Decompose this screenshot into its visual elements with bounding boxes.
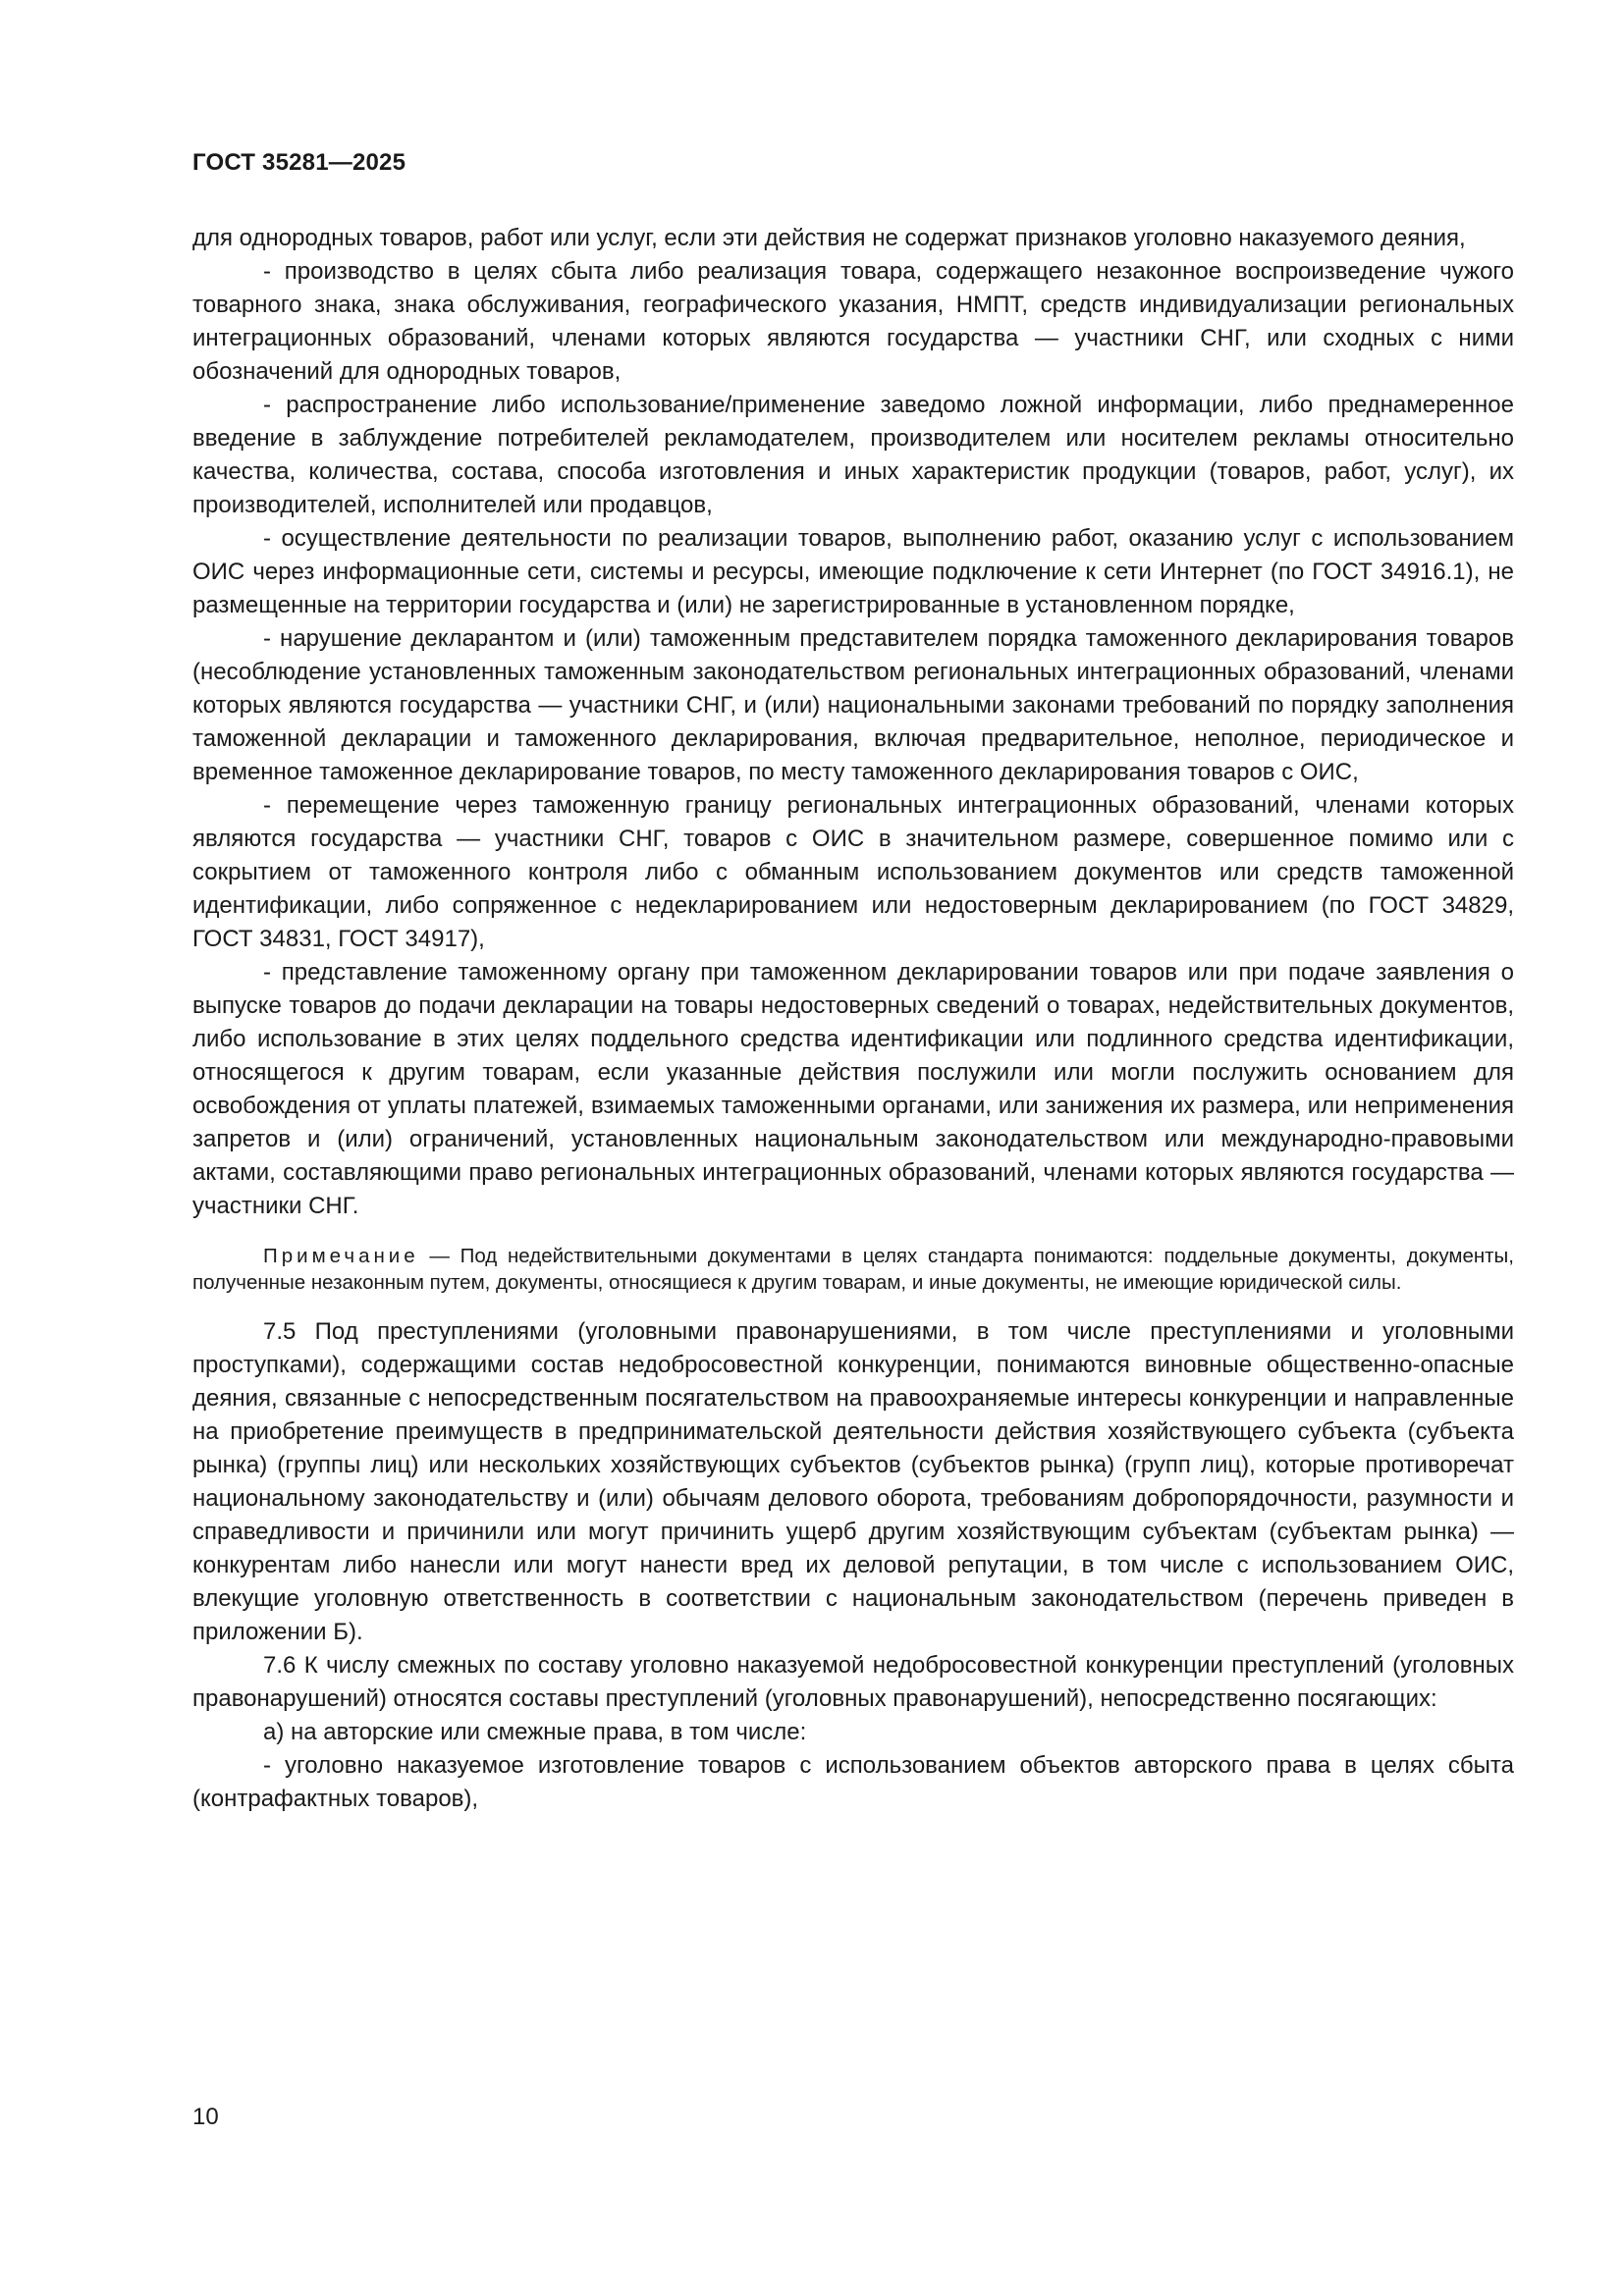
section-7-6: 7.6 К числу смежных по составу уголовно наказуемой недобросовестной конкуренции преступлений (уголовных правонарушений) относятся составы преступлений (уголовных правонарушений), непосредственно посягающих:: [192, 1652, 1514, 1712]
note: [192, 1243, 1514, 1296]
list-item-false-information: - распространение либо использование/применение заведомо ложной информации, либо преднамеренное введение в заблуждение потребителей рекламодателем, производителем или носителем рекламы относительно качества, количества, состава, способа изготовления и иных характеристик продукции (товаров, работ, услуг), их производителей, исполнителей или продавцов,: [192, 392, 1514, 518]
note-text: — Под недействительными документами в целях стандарта понимаются: поддельные документы, документы, полученные незаконным путем, документы, относящиеся к другим товарам, и иные документы, не имеющие юридической силы.: [192, 1245, 1514, 1294]
document-header: ГОСТ 35281—2025: [192, 149, 406, 176]
list-item-border-movement: - перемещение через таможенную границу региональных интеграционных образований, членами которых являются государства — участники СНГ, товаров с ОИС в значительном размере, совершенное помимо или с сокрытием от таможенного контроля либо с обманным использованием документов или средств таможенной идентификации, либо сопряженное с недекларированием или недостоверным декларированием (по ГОСТ 34829, ГОСТ 34831, ГОСТ 34917),: [192, 792, 1514, 952]
note-label: Примечание: [263, 1245, 419, 1267]
list-item-production: - производство в целях сбыта либо реализация товара, содержащего незаконное воспроизведение чужого товарного знака, знака обслуживания, географического указания, НМПТ, средств индивидуализации региональных интеграционных образований, членами которых являются государства — участники СНГ, или сходных с ними обозначений для однородных товаров,: [192, 258, 1514, 385]
list-item-internet-activity: - осуществление деятельности по реализации товаров, выполнению работ, оказанию услуг с использованием ОИС через информационные сети, системы и ресурсы, имеющие подключение к сети Интернет (по ГОСТ 34916.1), не размещенные на территории государства и (или) не зарегистрированные в установленном порядке,: [192, 525, 1514, 618]
list-item-false-documents: - представление таможенному органу при таможенном декларировании товаров или при подаче заявления о выпуске товаров до подачи декларации на товары недостоверных сведений о товарах, недействительных документов, либо использование в этих целях поддельного средства идентификации или подлинного средства идентификации, относящегося к другим товарам, если указанные действия послужили или могли послужить основанием для освобождения от уплаты платежей, взимаемых таможенными органами, или занижения их размера, или неприменения запретов и (или) ограничений, установленных национальным законодательством или международно-правовыми актами, составляющими право региональных интеграционных образований, членами которых являются государства — участники СНГ.: [192, 959, 1514, 1219]
list-item-customs-declaration: - нарушение декларантом и (или) таможенным представителем порядка таможенного декларирования товаров (несоблюдение установленных таможенным законодательством региональных интеграционных образований, членами которых являются государства — участники СНГ, и (или) национальными законами требований по порядку заполнения таможенной декларации и таможенного декларирования, включая предварительное, неполное, периодическое и временное таможенное декларирование товаров, по месту таможенного декларирования товаров с ОИС,: [192, 625, 1514, 785]
list-item-a-copyright: а) на авторские или смежные права, в том числе:: [263, 1719, 807, 1745]
page-number: 10: [192, 2104, 219, 2130]
paragraph-continuation: для однородных товаров, работ или услуг, если эти действия не содержат признаков уголовно наказуемого деяния,: [192, 225, 1466, 251]
section-7-5: 7.5 Под преступлениями (уголовными правонарушениями, в том числе преступлениями и уголовными проступками), содержащими состав недобросовестной конкуренции, понимаются виновные общественно-опасные деяния, связанные с непосредственным посягательством на правоохраняемые интересы конкуренции и направленные на приобретение преимуществ в предпринимательской деятельности действия хозяйствующего субъекта (субъекта рынка) (группы лиц) или нескольких хозяйствующих субъектов (субъектов рынка) (групп лиц), которые противоречат национальному законодательству и (или) обычаям делового оборота, требованиям добропорядочности, разумности и справедливости и причинили или могут причинить ущерб другим хозяйствующим субъектам (субъектам рынка) — конкурентам либо нанесли или могут нанести вред их деловой репутации, в том числе с использованием ОИС, влекущие уголовную ответственность в соответствии с национальным законодательством (перечень приведен в приложении Б).: [192, 1318, 1514, 1645]
list-item-counterfeit-goods: - уголовно наказуемое изготовление товаров с использованием объектов авторского права в целях сбыта (контрафактных товаров),: [192, 1752, 1514, 1812]
page-content: [192, 222, 1514, 1816]
